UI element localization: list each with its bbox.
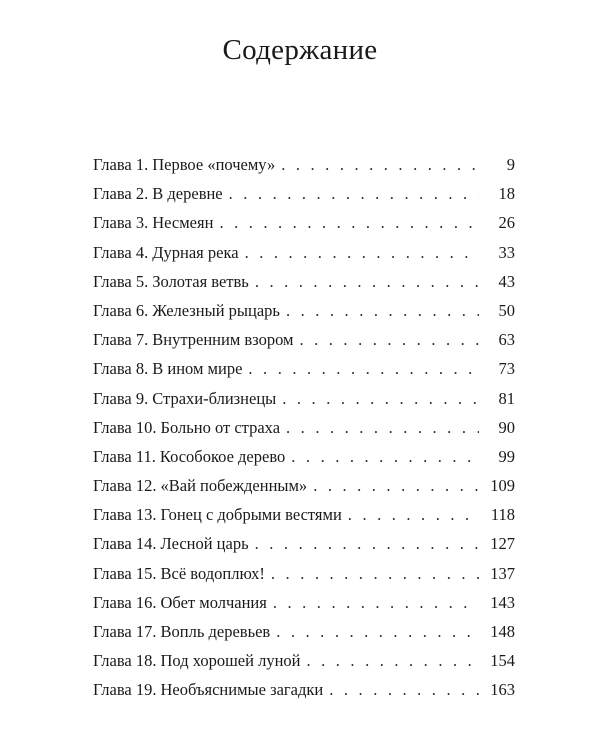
toc-entry-text xyxy=(93,529,249,558)
table-of-contents xyxy=(93,150,515,705)
toc-entry xyxy=(93,529,515,558)
chapter-number: Глава 14. xyxy=(93,534,157,554)
dot-leader xyxy=(313,471,479,500)
page-number: 148 xyxy=(490,622,515,641)
page-number: 127 xyxy=(490,534,515,554)
toc-entry-text xyxy=(93,471,307,500)
chapter-title: Больно от страха xyxy=(160,417,281,437)
dot-leader xyxy=(271,559,479,588)
dot-leader xyxy=(245,238,479,267)
toc-entry-text xyxy=(93,384,276,413)
page-number: 81 xyxy=(498,388,515,408)
page-number: 18 xyxy=(498,184,515,204)
toc-entry xyxy=(93,471,515,500)
page-title: Содержание xyxy=(222,34,378,66)
chapter-title: Несмеян xyxy=(152,213,214,233)
chapter-title: Страхи-близнецы xyxy=(152,388,277,408)
chapter-title: Внутренним взором xyxy=(152,330,294,350)
toc-entry xyxy=(93,617,515,646)
toc-entry-text xyxy=(93,208,213,237)
toc-entry-text xyxy=(93,179,223,208)
chapter-number: Глава 3. xyxy=(93,213,149,233)
dot-leader xyxy=(348,500,479,529)
toc-entry xyxy=(93,238,515,267)
dot-leader xyxy=(281,150,479,179)
toc-entry-text xyxy=(93,413,280,442)
toc-entry xyxy=(93,354,515,383)
dot-leader xyxy=(329,675,479,704)
page-number: 9 xyxy=(506,155,515,174)
dot-leader xyxy=(286,296,479,325)
chapter-title: «Вай побежденным» xyxy=(160,476,308,496)
chapter-number: Глава 1. xyxy=(93,155,149,174)
page-number: 73 xyxy=(498,359,515,379)
dot-leader xyxy=(255,267,479,296)
chapter-title: Необъяснимые загадки xyxy=(160,680,324,700)
chapter-title: Кособокое дерево xyxy=(159,446,286,466)
chapter-title: Под хорошей луной xyxy=(160,651,301,671)
chapter-number: Глава 17. xyxy=(93,622,157,641)
toc-entry xyxy=(93,208,515,237)
toc-entry xyxy=(93,267,515,296)
chapter-title: Железный рыцарь xyxy=(152,300,280,320)
toc-entry-text xyxy=(93,238,239,267)
chapter-title: В ином мире xyxy=(152,359,243,379)
chapter-number: Глава 4. xyxy=(93,242,149,262)
toc-entry-text xyxy=(93,354,242,383)
page-number: 43 xyxy=(498,271,515,291)
toc-entry-text xyxy=(93,675,323,704)
dot-leader xyxy=(229,179,479,208)
page-number: 63 xyxy=(498,330,515,350)
toc-entry-text xyxy=(93,150,275,179)
toc-entry-text xyxy=(93,500,342,529)
toc-entry-text xyxy=(93,325,293,354)
chapter-title: Вопль деревьев xyxy=(160,622,271,641)
page-number: 143 xyxy=(490,592,515,612)
chapter-number: Глава 12. xyxy=(93,476,157,496)
dot-leader xyxy=(219,208,479,237)
chapter-number: Глава 7. xyxy=(93,330,149,350)
page-number: 109 xyxy=(490,476,515,496)
chapter-number: Глава 16. xyxy=(93,592,157,612)
chapter-title: В деревне xyxy=(152,184,223,204)
toc-entry xyxy=(93,675,515,704)
toc-entry xyxy=(93,442,515,471)
chapter-number: Глава 6. xyxy=(93,300,149,320)
chapter-number: Глава 10. xyxy=(93,417,157,437)
page-number: 90 xyxy=(498,417,515,437)
chapter-number: Глава 5. xyxy=(93,271,149,291)
dot-leader xyxy=(276,617,479,646)
page-number: 33 xyxy=(498,242,515,262)
dot-leader xyxy=(291,442,479,471)
chapter-number: Глава 9. xyxy=(93,388,149,408)
toc-entry-text xyxy=(93,267,249,296)
toc-entry-text xyxy=(93,442,285,471)
toc-entry xyxy=(93,646,515,675)
toc-entry xyxy=(93,413,515,442)
toc-entry xyxy=(93,296,515,325)
toc-entry-text xyxy=(93,296,280,325)
dot-leader xyxy=(286,413,479,442)
chapter-number: Глава 2. xyxy=(93,184,149,204)
toc-entry xyxy=(93,384,515,413)
chapter-number: Глава 15. xyxy=(93,563,157,583)
toc-entry xyxy=(93,150,515,179)
dot-leader xyxy=(306,646,479,675)
chapter-title: Первое «почему» xyxy=(152,155,276,174)
chapter-number: Глава 8. xyxy=(93,359,149,379)
chapter-number: Глава 18. xyxy=(93,651,157,671)
dot-leader xyxy=(299,325,479,354)
page-number: 99 xyxy=(498,446,515,466)
toc-entry-text xyxy=(93,617,270,646)
chapter-title: Дурная река xyxy=(152,242,239,262)
chapter-number: Глава 19. xyxy=(93,680,157,700)
chapter-title: Всё водоплюх! xyxy=(160,563,265,583)
toc-entry xyxy=(93,500,515,529)
chapter-title: Гонец с добрыми вестями xyxy=(160,505,342,525)
chapter-title: Лесной царь xyxy=(160,534,249,554)
toc-entry xyxy=(93,325,515,354)
page-number: 26 xyxy=(498,213,515,233)
dot-leader xyxy=(248,354,479,383)
dot-leader xyxy=(282,384,479,413)
chapter-number: Глава 11. xyxy=(93,446,156,466)
page-number: 50 xyxy=(498,300,515,320)
dot-leader xyxy=(273,588,479,617)
toc-entry-text xyxy=(93,559,265,588)
page-number: 137 xyxy=(490,563,515,583)
chapter-title: Обет молчания xyxy=(160,592,267,612)
page-number: 163 xyxy=(490,680,515,700)
toc-entry-text xyxy=(93,646,300,675)
dot-leader xyxy=(255,529,479,558)
chapter-title: Золотая ветвь xyxy=(152,271,249,291)
page-number: 118 xyxy=(490,505,515,525)
toc-entry xyxy=(93,179,515,208)
page-number: 154 xyxy=(490,651,515,671)
toc-entry-text xyxy=(93,588,267,617)
toc-entry xyxy=(93,559,515,588)
chapter-number: Глава 13. xyxy=(93,505,157,525)
toc-entry xyxy=(93,588,515,617)
